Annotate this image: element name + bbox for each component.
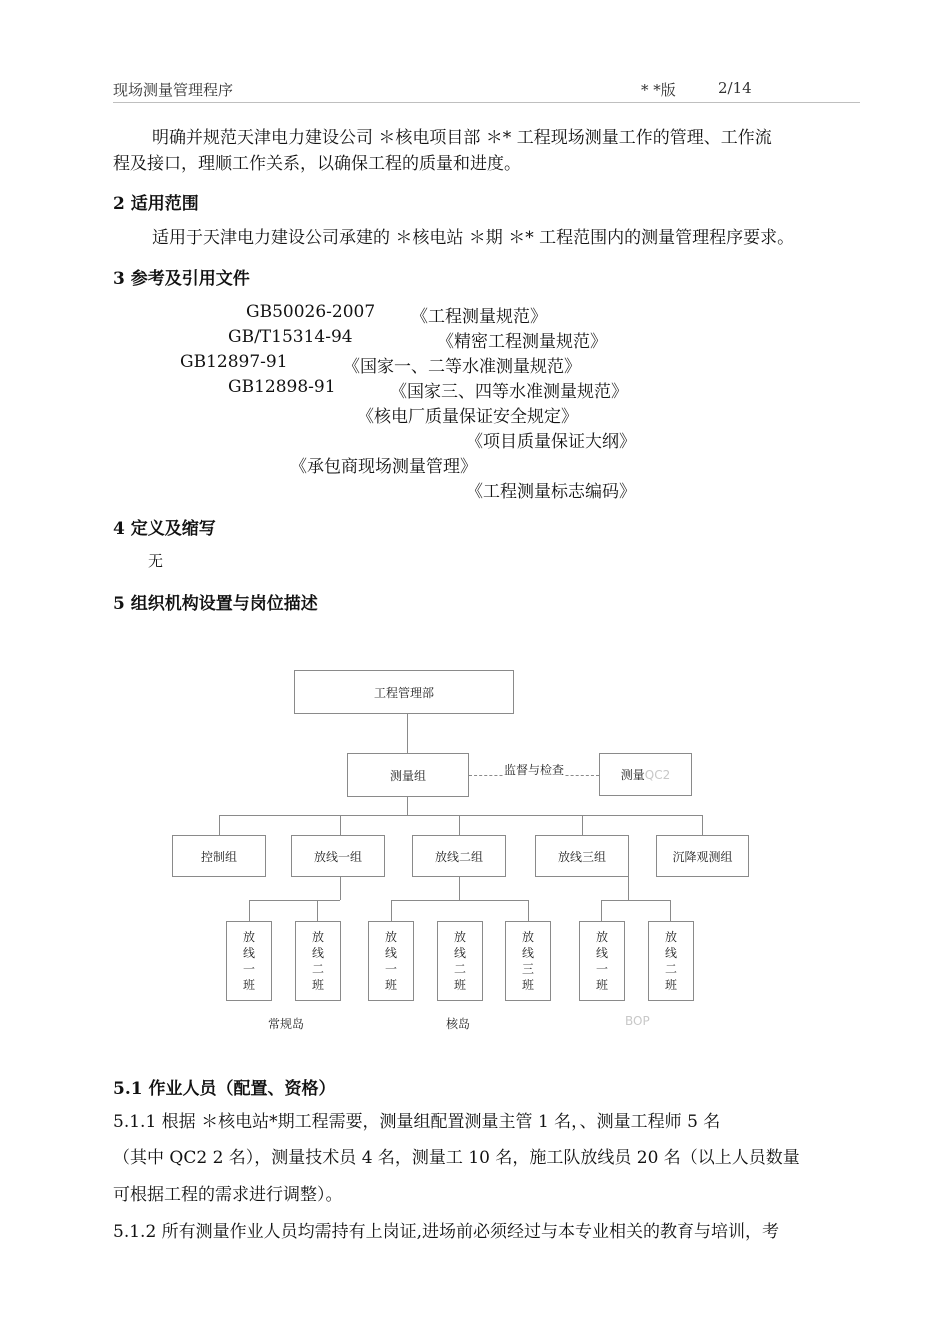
connector-team-2 [340, 815, 341, 835]
connector-class-6 [601, 900, 602, 921]
class-char: 一 [595, 962, 608, 976]
class-char: 线 [242, 946, 255, 960]
connector-top-group [407, 714, 408, 753]
header-title: 现场测量管理程序 [113, 81, 234, 99]
ref-code-4: GB12898-91 [228, 377, 336, 397]
class-box-6 [579, 921, 625, 1001]
team-box-5: 沉降观测组 [656, 835, 749, 877]
qc-suffix: QC2 [644, 767, 671, 782]
org-top-box: 工程管理部 [294, 670, 514, 714]
class-char: 线 [521, 946, 534, 960]
class-char: 放 [242, 930, 255, 944]
connector-class-7 [670, 900, 671, 921]
class-char: 一 [242, 962, 255, 976]
ref-title-7: 《承包商现场测量管理》 [290, 457, 477, 477]
connector-team2-bus [340, 877, 341, 900]
intro-line-2: 程及接口，理顺工作关系，以确保工程的质量和进度。 [113, 154, 521, 174]
header-page-number: 2/14 [718, 79, 752, 97]
section-5-1-line-4: 5.1.2 所有测量作业人员均需持有上岗证,进场前必须经过与本专业相关的教育与培训，考 [113, 1222, 780, 1242]
class-box-3 [368, 921, 414, 1001]
section-2-text: 适用于天津电力建设公司承建的 ＊核电站 ＊期 ＊* 工程范围内的测量管理程序要求。 [152, 228, 795, 248]
class-char: 放 [384, 930, 397, 944]
connector-class-2 [317, 900, 318, 921]
connector-team-5 [702, 815, 703, 835]
ref-code-2: GB/T15314-94 [228, 327, 353, 347]
class-char: 一 [384, 962, 397, 976]
connector-group-bus [407, 797, 408, 815]
intro-line-1: 明确并规范天津电力建设公司 ＊核电项目部 ＊* 工程现场测量工作的管理、工作流 [152, 128, 772, 148]
class-char: 放 [664, 930, 677, 944]
area-label-2: 核岛 [446, 1017, 471, 1031]
class-char: 班 [664, 978, 677, 992]
header-version: * *版 [641, 81, 676, 99]
connector-class-1 [249, 900, 250, 921]
class-box-1 [226, 921, 272, 1001]
class-box-7 [648, 921, 694, 1001]
team-box-2: 放线一组 [291, 835, 385, 877]
class-box-2 [295, 921, 341, 1001]
section-4-heading: 4 定义及缩写 [113, 519, 216, 539]
ref-title-4: 《国家三、四等水准测量规范》 [390, 382, 628, 402]
connector-team-3 [459, 815, 460, 835]
connector-team3-bus [459, 877, 460, 900]
ref-title-5: 《核电厂质量保证安全规定》 [357, 407, 578, 427]
ref-code-3: GB12897-91 [180, 352, 288, 372]
team-box-3: 放线二组 [412, 835, 506, 877]
ref-title-8: 《工程测量标志编码》 [466, 482, 636, 502]
section-4-text: 无 [148, 552, 164, 570]
header-rule [113, 102, 860, 103]
section-3-heading: 3 参考及引用文件 [113, 269, 250, 289]
team-box-4: 放线三组 [535, 835, 629, 877]
class-box-5 [505, 921, 551, 1001]
class-char: 二 [664, 962, 677, 976]
class-bus-1 [249, 900, 340, 901]
org-group-box: 测量组 [347, 753, 469, 797]
class-box-4 [437, 921, 483, 1001]
area-label-1: 常规岛 [268, 1017, 305, 1031]
class-char: 班 [242, 978, 255, 992]
ref-title-2: 《精密工程测量规范》 [437, 332, 607, 352]
class-char: 线 [384, 946, 397, 960]
qc-prefix: 测量 [620, 768, 645, 782]
class-char: 三 [521, 962, 534, 976]
class-char: 班 [521, 978, 534, 992]
class-char: 班 [595, 978, 608, 992]
class-bus-3 [601, 900, 671, 901]
area-label-3: BOP [625, 1014, 650, 1028]
class-char: 线 [311, 946, 324, 960]
connector-class-5 [528, 900, 529, 921]
class-char: 班 [453, 978, 466, 992]
class-char: 放 [311, 930, 324, 944]
team-bus-line [219, 815, 703, 816]
section-5-1-line-1: 5.1.1 根据 ＊核电站*期工程需要，测量组配置测量主管 1 名，、测量工程师 5 名 [113, 1112, 721, 1132]
section-5-1-heading: 5.1 作业人员（配置、资格） [113, 1079, 336, 1099]
class-char: 二 [311, 962, 324, 976]
class-char: 放 [595, 930, 608, 944]
connector-team4-bus [628, 877, 629, 900]
ref-code-1: GB50026-2007 [246, 302, 376, 322]
section-5-1-line-2: （其中 QC2 2 名），测量技术员 4 名，测量工 10 名，施工队放线员 20 名（以上人员数量 [113, 1148, 800, 1168]
ref-title-1: 《工程测量规范》 [411, 307, 547, 327]
section-2-heading: 2 适用范围 [113, 194, 199, 214]
section-5-1-line-3: 可根据工程的需求进行调整）。 [113, 1185, 343, 1205]
connector-team-4 [582, 815, 583, 835]
class-char: 线 [595, 946, 608, 960]
connector-team-1 [219, 815, 220, 835]
class-char: 二 [453, 962, 466, 976]
class-char: 线 [453, 946, 466, 960]
class-char: 放 [521, 930, 534, 944]
section-5-heading: 5 组织机构设置与岗位描述 [113, 594, 318, 614]
class-char: 线 [664, 946, 677, 960]
ref-title-3: 《国家一、二等水准测量规范》 [343, 357, 581, 377]
supervise-label: 监督与检查 [504, 763, 565, 777]
org-qc-box [599, 753, 692, 796]
team-box-1: 控制组 [172, 835, 266, 877]
ref-title-6: 《项目质量保证大纲》 [466, 432, 636, 452]
class-char: 放 [453, 930, 466, 944]
class-char: 班 [384, 978, 397, 992]
connector-class-3 [391, 900, 392, 921]
class-char: 班 [311, 978, 324, 992]
class-bus-2 [391, 900, 529, 901]
